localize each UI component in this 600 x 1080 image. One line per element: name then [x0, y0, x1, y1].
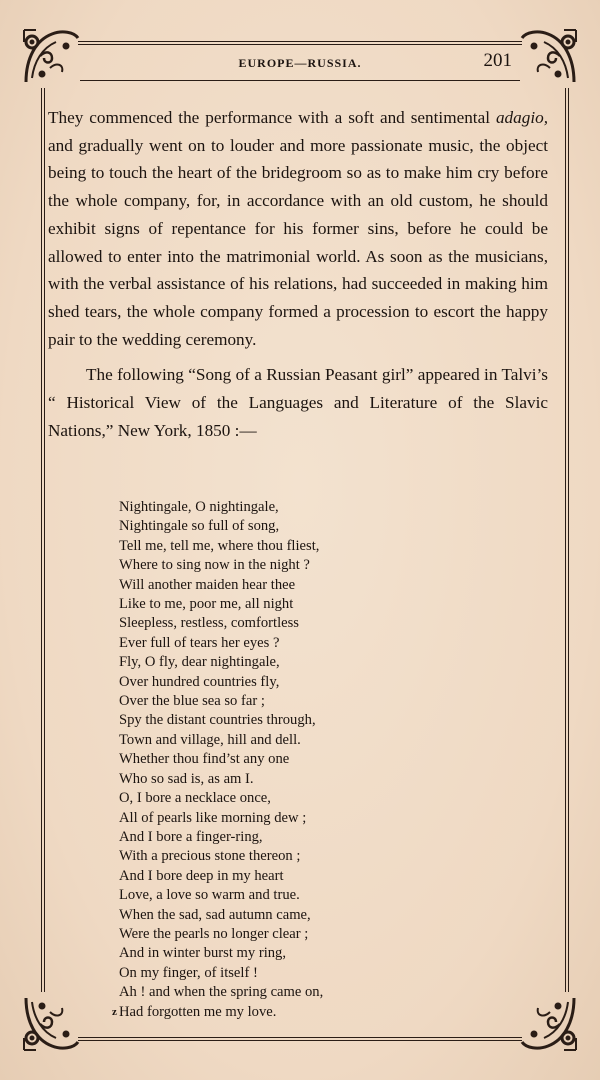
corner-ornament-icon — [22, 994, 80, 1052]
poem-line: When the sad, sad autumn came, — [119, 906, 311, 923]
header-rule — [80, 80, 520, 81]
signature-mark: z — [112, 1006, 117, 1018]
paragraph-text: They commenced the performance with a soft and sentimental — [48, 108, 496, 127]
poem-line: Ever full of tears her eyes ? — [119, 634, 280, 651]
poem-line: Where to sing now in the night ? — [119, 557, 310, 574]
poem-line: Tell me, tell me, where thou fliest, — [119, 537, 320, 554]
paragraph: The following “Song of a Russian Peasant girl” appeared in Talvi’s “ Historical View of the Languages and Literature of the Slavic Nations,” New York, 1850 :— — [48, 365, 548, 440]
poem-line: Who so sad is, as am I. — [119, 770, 254, 787]
italic-term: adagio, — [495, 108, 548, 127]
poem-line: Were the pearls no longer clear ; — [119, 925, 309, 942]
page-number: 201 — [483, 50, 512, 71]
poem-line: Whether thou find’st any one — [119, 751, 290, 768]
frame-left-rule-inner — [44, 88, 45, 992]
corner-ornament-icon — [520, 994, 578, 1052]
poem-line: Nightingale so full of song, — [119, 518, 280, 535]
paragraph — [48, 104, 548, 353]
poem-line: Spy the distant countries through, — [119, 712, 316, 729]
poem-line: All of pearls like morning dew ; — [119, 809, 307, 826]
poem-line: Sleepless, restless, comfortless — [119, 615, 299, 632]
frame-bottom-rule — [78, 1037, 522, 1038]
frame-right-rule-inner — [565, 88, 566, 992]
poem-line: O, I bore a necklace once, — [119, 790, 271, 807]
running-head: EUROPE—RUSSIA. — [238, 56, 362, 70]
poem-line: Love, a love so warm and true. — [119, 887, 300, 904]
frame-bottom-rule-inner — [78, 1040, 522, 1041]
poem — [119, 498, 323, 1022]
body-text — [48, 104, 548, 444]
poem-line: Nightingale, O nightingale, — [119, 499, 279, 515]
poem-line: On my finger, of itself ! — [119, 964, 258, 981]
poem-line: Had forgotten me my love. — [119, 1003, 277, 1020]
paragraph-text: and gradually went on to louder and more passionate music, the object being to touch the heart of the bridegroom so as to make him cry before the whole company, for, in accordance with an old custom, he should exhibit signs of repentance for his former sins, before he could be allowed to enter into the matrimonial world. As soon as the musicians, with the verbal assistance of his relations, had succeeded in making him shed tears, the whole company formed a procession to escort the happy pair to the wedding ceremony. — [48, 135, 548, 349]
poem-line: Fly, O fly, dear nightingale, — [119, 654, 280, 671]
frame-top-rule — [78, 41, 522, 42]
poem-line: Over the blue sea so far ; — [119, 693, 265, 710]
poem-line: And I bore deep in my heart — [119, 867, 284, 884]
poem-line: Ah ! and when the spring came on, — [119, 984, 324, 1001]
poem-line: Town and village, hill and dell. — [119, 731, 301, 748]
poem-line: And I bore a finger-ring, — [119, 828, 263, 845]
frame-top-rule-inner — [78, 44, 522, 45]
poem-line: And in winter burst my ring, — [119, 945, 287, 962]
frame-left-rule — [41, 88, 42, 992]
poem-line: With a precious stone thereon ; — [119, 848, 301, 865]
poem-line: Over hundred countries fly, — [119, 673, 280, 690]
frame-right-rule — [568, 88, 569, 992]
poem-line: Will another maiden hear thee — [119, 576, 296, 593]
poem-line: Like to me, poor me, all night — [119, 596, 294, 613]
